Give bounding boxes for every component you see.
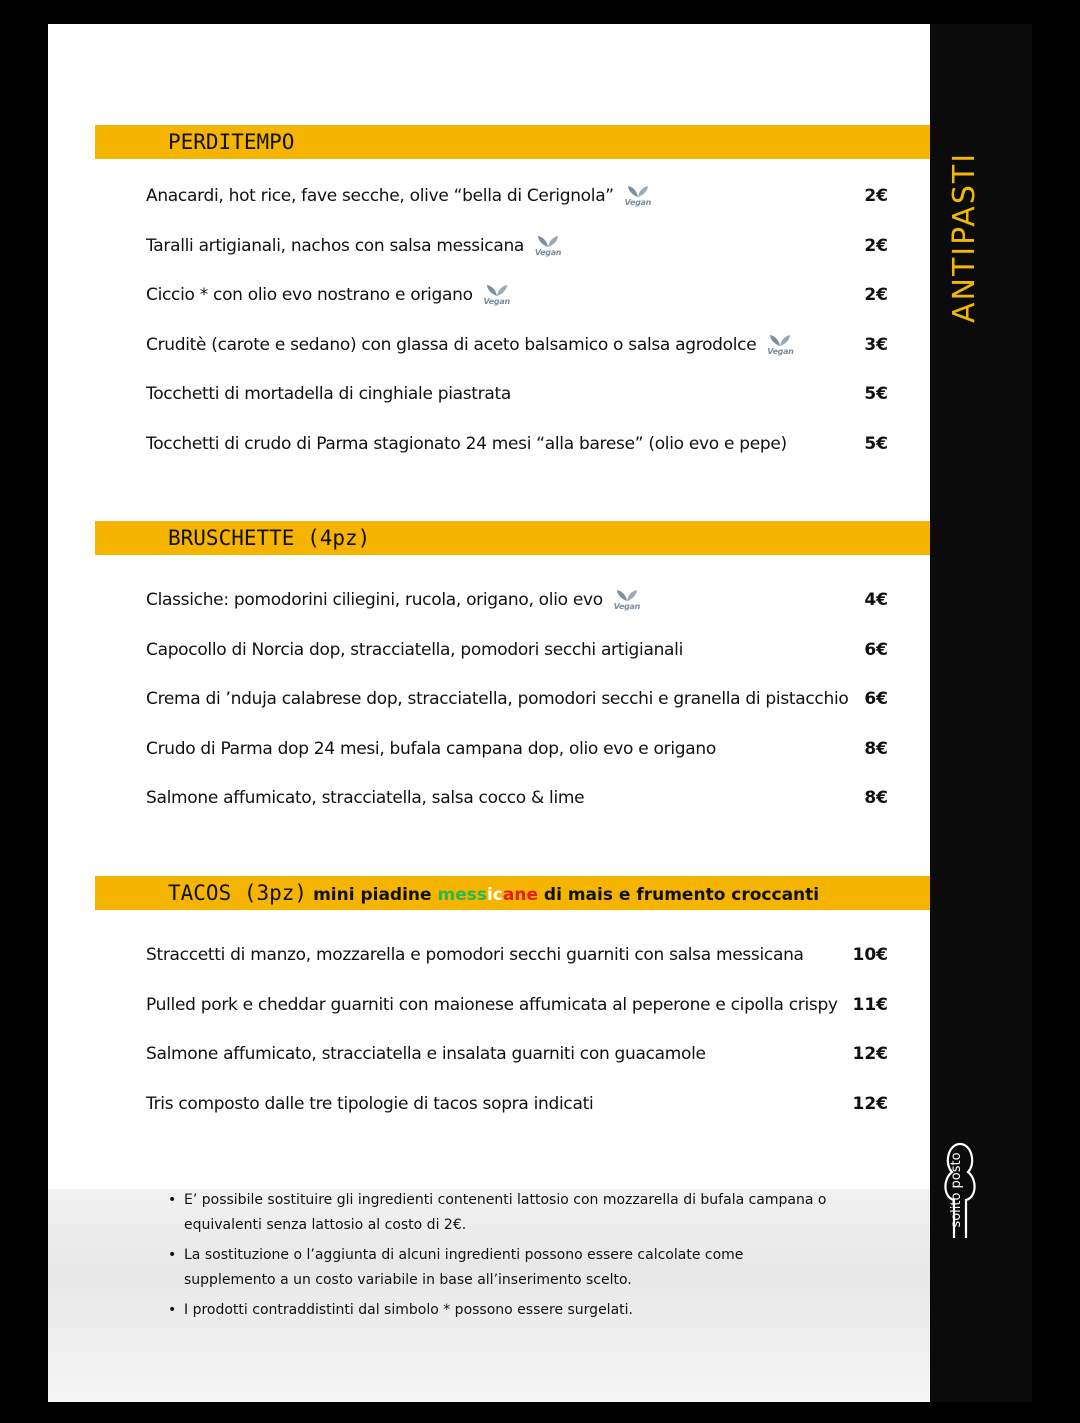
notes-list — [168, 1188, 838, 1328]
menu-item-price: 5€ — [864, 433, 888, 454]
menu-item-row — [146, 429, 888, 459]
menu-item-row — [146, 940, 888, 970]
menu-item-name: Anacardi, hot rice, fave secche, olive “bella di Cerignola” Vegan — [146, 181, 656, 211]
menu-item-row — [146, 635, 888, 665]
note-item — [168, 1243, 838, 1293]
tacos-subtitle-mess-3: ane — [502, 885, 538, 905]
note-text: I prodotti contraddistinti dal simbolo * possono essere surgelati. — [184, 1302, 633, 1318]
menu-item-name: Capocollo di Norcia dop, stracciatella, pomodori secchi artigianali — [146, 639, 684, 660]
menu-item-name: Tocchetti di crudo di Parma stagionato 24 mesi “alla barese” (olio evo e pepe) — [146, 433, 787, 454]
vegan-label: Vegan — [613, 602, 641, 611]
menu-item-row — [146, 684, 888, 714]
tacos-subtitle-before: mini piadine — [313, 885, 432, 905]
menu-item-price: 12€ — [852, 1044, 888, 1064]
menu-item-name: Salmone affumicato, stracciatella e insalata guarniti con guacamole — [146, 1044, 706, 1064]
menu-item-price: 6€ — [864, 689, 888, 709]
menu-item-price: 12€ — [852, 1093, 888, 1114]
vegan-icon — [620, 185, 656, 207]
menu-item-name: Classiche: pomodorini ciliegini, rucola, origano, olio evo Vegan — [146, 585, 645, 615]
menu-item-price: 2€ — [864, 285, 888, 305]
menu-item-name: Tris composto dalle tre tipologie di tacos sopra indicati — [146, 1093, 594, 1114]
note-item — [168, 1188, 838, 1238]
menu-item-price: 2€ — [864, 186, 888, 206]
menu-item-name: Straccetti di manzo, mozzarella e pomodori secchi guarniti con salsa messicana — [146, 945, 804, 965]
menu-item-row — [146, 181, 888, 211]
menu-item-name: Pulled pork e cheddar guarniti con maionese affumicata al peperone e cipolla crispy — [146, 994, 838, 1015]
menu-item-name: Crudo di Parma dop 24 mesi, bufala campana dop, olio evo e origano — [146, 738, 716, 759]
vegan-icon — [762, 334, 798, 356]
menu-item-row — [146, 1039, 888, 1069]
menu-item-price: 11€ — [852, 994, 888, 1015]
menu-item-price: 10€ — [852, 945, 888, 965]
bullet-icon: • — [168, 1192, 177, 1208]
bullet-icon: • — [168, 1302, 177, 1318]
tacos-subtitle-mess-2: ic — [486, 885, 503, 905]
menu-item-name: Ciccio * con olio evo nostrano e origano Vegan — [146, 280, 515, 310]
tacos-subtitle-mess-1: mess — [437, 885, 487, 905]
section-title-bruschette: BRUSCHETTE (4pz) — [168, 526, 371, 550]
menu-item-row — [146, 280, 888, 310]
menu-item-row — [146, 330, 888, 360]
menu-item-price: 8€ — [864, 738, 888, 759]
vegan-label: Vegan — [624, 198, 651, 207]
menu-item-row — [146, 585, 888, 615]
vegan-label: Vegan — [534, 247, 562, 257]
bullet-icon: • — [168, 1247, 177, 1263]
menu-item-price: 3€ — [864, 334, 888, 355]
menu-item-row — [146, 734, 888, 764]
tacos-subtitle — [313, 885, 819, 905]
menu-item-row — [146, 1089, 888, 1119]
vegan-icon — [479, 284, 515, 306]
menu-item-name: Crema di ’nduja calabrese dop, stracciatella, pomodori secchi e granella di pistacchio — [146, 689, 849, 709]
logo-text: solito posto — [949, 1152, 964, 1228]
section-title-perditempo: PERDITEMPO — [168, 130, 295, 154]
menu-item-row — [146, 783, 888, 813]
tacos-title: TACOS (3pz) — [168, 881, 308, 905]
menu-item-name: Cruditè (carote e sedano) con glassa di aceto balsamico o salsa agrodolce Vegan — [146, 330, 798, 360]
menu-item-name: Salmone affumicato, stracciatella, salsa cocco & lime — [146, 788, 585, 808]
vegan-icon — [609, 589, 645, 611]
side-title: ANTIPASTI — [947, 151, 982, 323]
menu-item-name: Tocchetti di mortadella di cinghiale piastrata — [146, 384, 511, 404]
vegan-label: Vegan — [767, 346, 794, 356]
menu-item-name: Taralli artigianali, nachos con salsa messicana Vegan — [146, 231, 566, 261]
menu-item-price: 8€ — [864, 788, 888, 808]
note-text: E’ possibile sostituire gli ingredienti contenenti lattosio con mozzarella di bufala campana o equivalenti senza lattosio al costo di 2€. — [184, 1192, 827, 1233]
vegan-icon — [530, 235, 566, 257]
menu-item-price: 5€ — [864, 384, 888, 404]
menu-item-price: 2€ — [864, 235, 888, 256]
menu-item-row — [146, 990, 888, 1020]
menu-item-row — [146, 379, 888, 409]
menu-item-price: 4€ — [864, 590, 888, 610]
section-title-tacos — [168, 876, 819, 912]
solito-posto-logo — [940, 1138, 980, 1243]
tacos-subtitle-after: di mais e frumento croccanti — [543, 885, 820, 905]
menu-item-price: 6€ — [864, 639, 888, 660]
menu-item-row — [146, 231, 888, 261]
note-text: La sostituzione o l’aggiunta di alcuni ingredienti possono essere calcolate come supplemento a un costo variabile in base all’inserimento scelto. — [184, 1247, 744, 1288]
note-item — [168, 1298, 838, 1323]
vegan-label: Vegan — [483, 297, 510, 306]
